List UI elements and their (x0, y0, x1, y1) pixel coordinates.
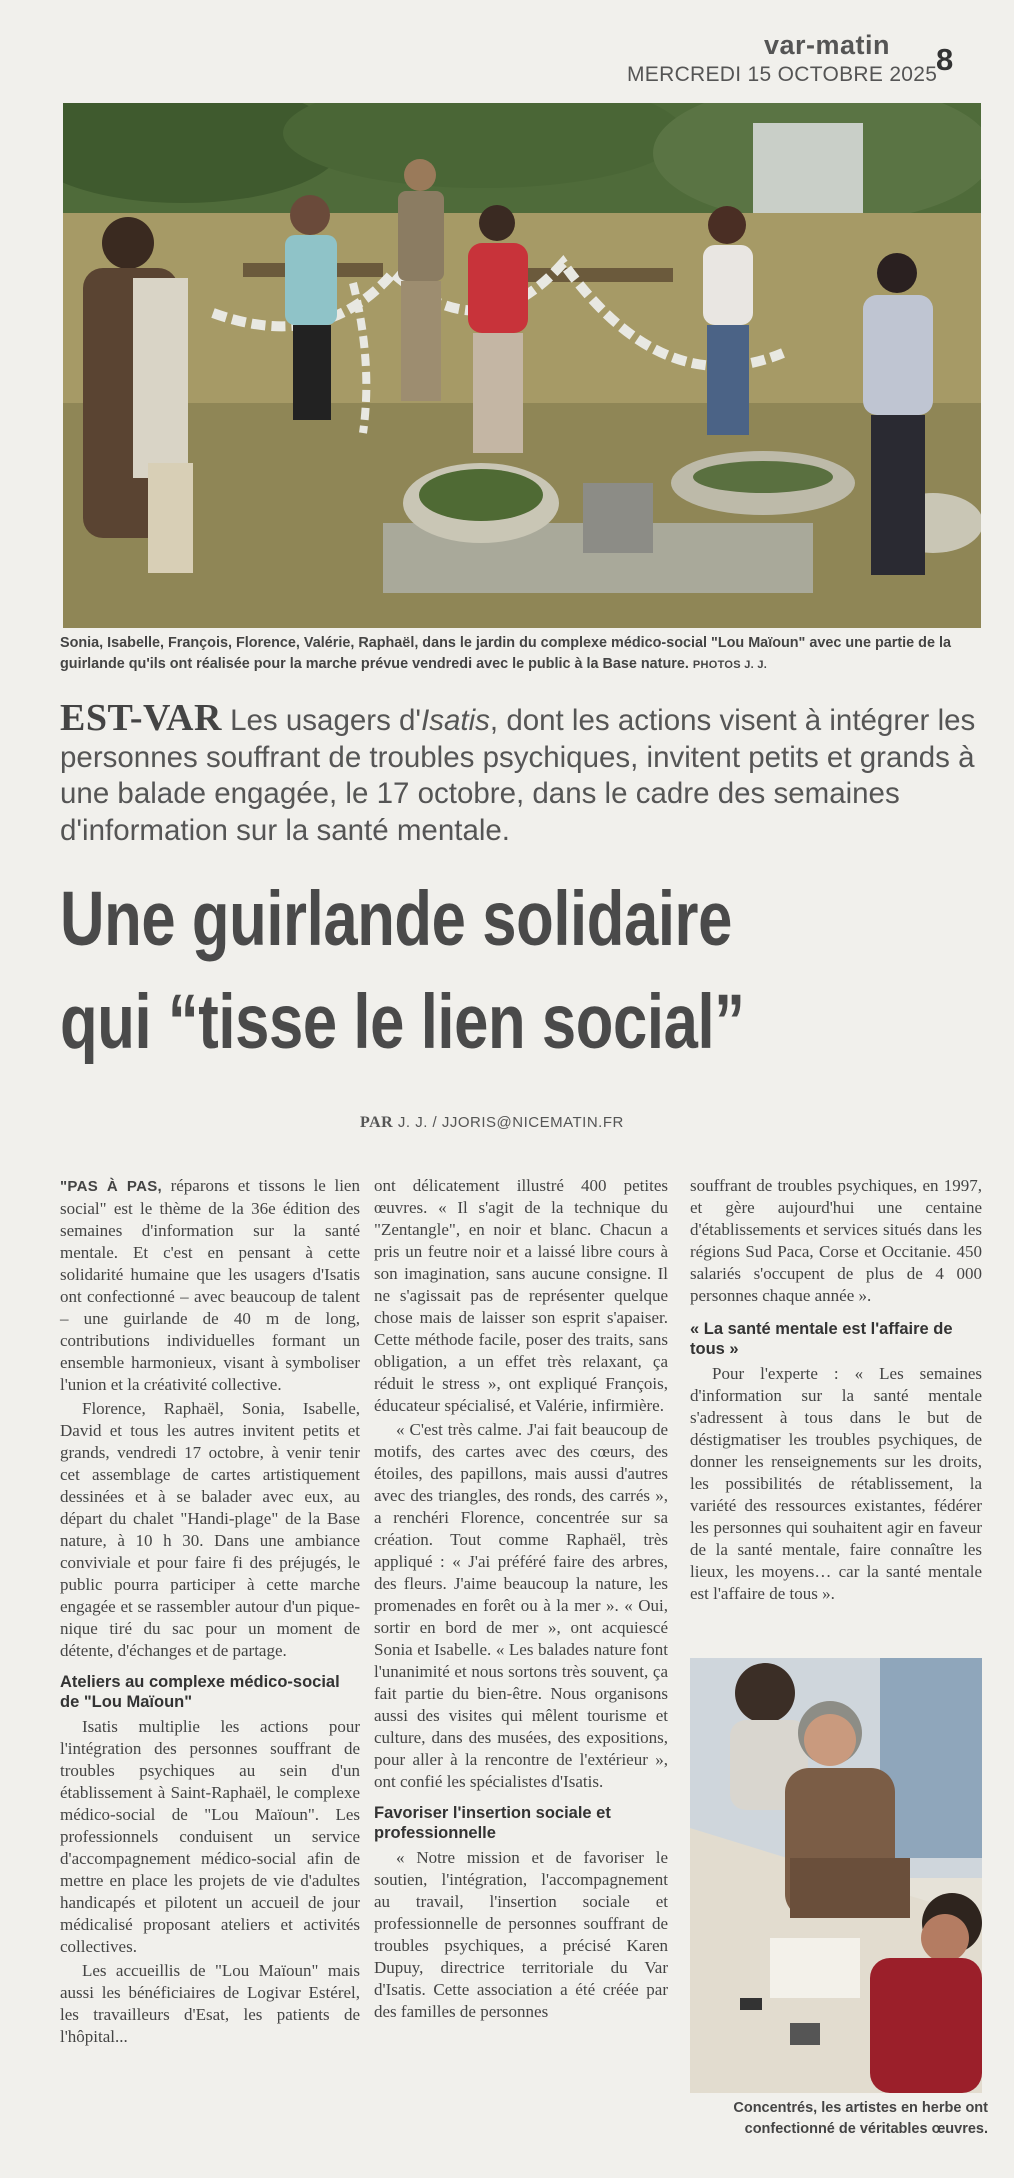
photo-credit: PHOTOS J. J. (692, 659, 768, 671)
paragraph (60, 1175, 360, 1396)
chapeau-text-2: , dont les actions visent à intégrer les personnes souffrant de troubles psychiques, invitent petits et grands à une balade engagée, le 17 octobre, dans le cadre des semaines d'information sur la santé mentale. (60, 704, 976, 847)
workshop-photo-caption: Concentrés, les artistes en herbe ont confectionné de véritables œuvres. (733, 2100, 988, 2137)
subhead: Favoriser l'insertion sociale et professionnelle (374, 1804, 611, 1842)
paragraph: Pour l'experte : « Les semaines d'information sur la santé mentale s'adressent à tous dans le but de déstigmatiser les troubles psychiques, de donner les renseignements sur les droits, les possibilités de rétablissement, la variété des ressources existantes, fédérer les personnes qui souhaitent agir en faveur de la santé mentale, faire connaître les lieux, les moyens… car la santé mentale est l'affaire de tous ». (690, 1364, 982, 1603)
headline (60, 868, 804, 1074)
group-photo (63, 103, 981, 628)
subhead: Ateliers au complexe médico-social de "Lou Maïoun" (60, 1673, 340, 1711)
chapeau (60, 697, 990, 849)
paragraph: « Notre mission et de favoriser le soutien, l'intégration, l'accompagnement au travail, l'insertion sociale et professionnelle de personnes souffrant de troubles psychiques, a précisé Karen Dupuy, directrice territoriale du Var d'Isatis. Cette association a été créée par des familles de personnes (374, 1848, 668, 2021)
top-photo-caption (60, 633, 985, 676)
page-number: 8 (936, 42, 954, 77)
byline-par: PAR (360, 1114, 394, 1131)
article-column-3 (690, 1175, 982, 1607)
header-date: MERCREDI 15 OCTOBRE 2025 (627, 63, 938, 86)
lead-in: "PAS À PAS, (60, 1178, 162, 1195)
header-brand: var-matin (764, 30, 891, 60)
article-column-1 (60, 1175, 360, 2050)
caption-text: Sonia, Isabelle, François, Florence, Valérie, Raphaël, dans le jardin du complexe médico-social "Lou Maïoun" avec une partie de la guirlande qu'ils ont réalisée pour la marche prévue vendredi avec le public à la Base nature. (60, 635, 951, 672)
headline-line-2: qui “tisse le lien social” (60, 979, 745, 1065)
paragraph: ont délicatement illustré 400 petites œuvres. « Il s'agit de la technique du "Zentangle", en noir et blanc. Chacun a pris un feutre noir et a laissé libre cours à son imagination, sans aucune consigne. Il ne s'agissait pas de représenter quelque chose mais de laisser son esprit s'apaiser. Cette méthode facile, poser des traits, sans obligation, a un effet très relaxant, ça réduit le stress », ont expliqué François, éducateur spécialisé, et Valérie, infirmière. (374, 1176, 668, 1415)
paragraph-text: réparons et tissons le lien social" est le thème de la 36e édition des semaines d'information sur la santé mentale. Et c'est en pensant à cette solidarité humaine que les usagers d'Isatis ont confectionné – avec beaucoup de talent – une guirlande de 40 m de long, contributions individuelles formant un ensemble harmonieux, visant à symboliser l'union et la créativité collective. (60, 1176, 360, 1394)
paragraph: Isatis multiplie les actions pour l'intégration des personnes souffrant de troubles psychiques au sein d'un établissement à Saint-Raphaël, le complexe médico-social de "Lou Maïoun". Les professionnels conduisent un service d'accompagnement médico-social afin de mettre en place les projets de vie d'adultes handicapés et pilotent un accueil de jour médicalisé proposant ateliers et activités collectives. (60, 1717, 360, 1956)
subhead: « La santé mentale est l'affaire de tous » (690, 1320, 953, 1358)
chapeau-italic: Isatis (421, 704, 490, 737)
paragraph: Florence, Raphaël, Sonia, Isabelle, David et tous les autres invitent petits et grands, vendredi 17 octobre, à venir tenir cet assemblage de cartes artistiquement dessinées et à se balader avec eux, au départ du chalet "Handi-plage" de la Base nature, à 10 h 30. Dans une ambiance conviviale et pour faire fi des préjugés, le public pourra participer à cette marche engagée et se rassembler autour d'un pique-nique tiré du sac pour un moment de détente, d'échanges et de partage. (60, 1399, 360, 1660)
paragraph: « C'est très calme. J'ai fait beaucoup de motifs, des cartes avec des cœurs, des étoiles, des papillons, mais aussi d'autres avec des triangles, des ronds, des carrés », a renchéri Florence, concentrée sur sa création. Tout comme Raphaël, très appliqué : « J'ai préféré faire des arbres, des fleurs. J'aime beaucoup la nature, les promenades en forêt ou à la mer ». « Oui, sortir en bord de mer », ont acquiescé Sonia et Isabelle. « Les balades nature font l'unanimité et nous sortons très souvent, ça fait partie du bien-être. Nous organisons aussi des visites qui mêlent tourisme et culture, dans des musées, des expositions, pour aller à la rencontre de l'extérieur », ont confié les spécialistes d'Isatis. (374, 1420, 668, 1791)
workshop-photo (690, 1658, 982, 2093)
kicker: EST-VAR (60, 697, 222, 739)
byline-author: J. J. / JJORIS@NICEMATIN.FR (393, 1114, 624, 1131)
byline (360, 1114, 624, 1132)
paragraph: souffrant de troubles psychiques, en 1997, et gère aujourd'hui une centaine d'établissements et services situés dans les régions Sud Paca, Corse et Occitanie. 450 salariés s'occupent de plus de 4 000 personnes chaque année ». (690, 1176, 982, 1305)
chapeau-text-1: Les usagers d' (221, 704, 422, 737)
article-column-2 (374, 1175, 668, 2025)
paragraph: Les accueillis de "Lou Maïoun" mais aussi les bénéficiaires de Logivar Estérel, les travailleurs d'Esat, les patients de l'hôpital... (60, 1961, 360, 2046)
headline-line-1: Une guirlande solidaire (60, 876, 732, 962)
